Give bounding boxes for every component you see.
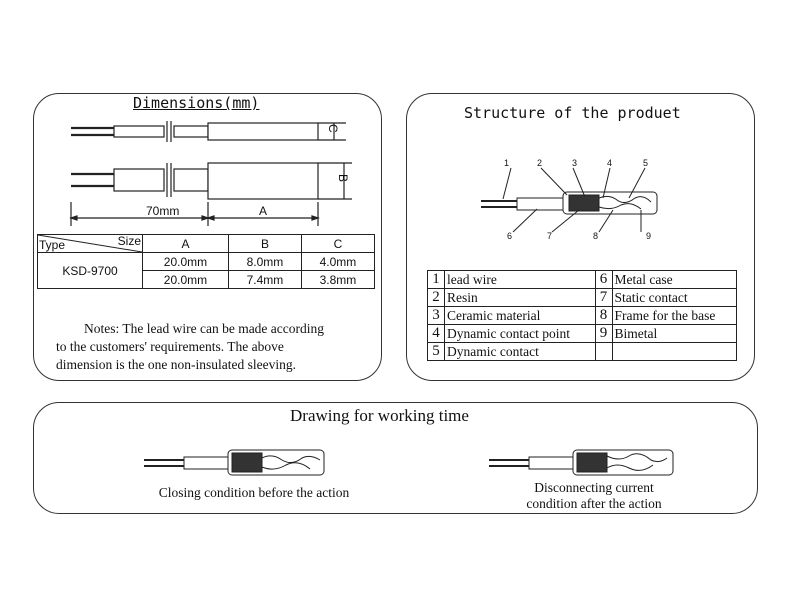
table-row <box>428 271 737 289</box>
table-cell: 20.0mm <box>143 271 229 289</box>
type-size-header <box>38 235 143 253</box>
dimensions-title: Dimensions(mm) <box>133 94 260 112</box>
part-label: Dynamic contact <box>445 343 596 361</box>
callout-7: 7 <box>547 231 553 241</box>
table-row <box>428 289 737 307</box>
label-a: A <box>259 204 268 218</box>
part-label: Metal case <box>612 271 737 289</box>
table-cell: 8.0mm <box>228 253 301 271</box>
working-time-panel <box>33 402 758 514</box>
column-header: A <box>143 235 229 253</box>
callout-1: 1 <box>504 158 510 168</box>
structure-panel <box>406 93 755 381</box>
table-cell: 4.0mm <box>301 253 374 271</box>
callout-3: 3 <box>572 158 578 168</box>
callout-5: 5 <box>643 158 649 168</box>
column-header: B <box>228 235 301 253</box>
part-label: Frame for the base <box>612 307 737 325</box>
header-type: Type <box>39 238 66 252</box>
working-time-title: Drawing for working time <box>290 406 469 425</box>
part-label: Resin <box>445 289 596 307</box>
label-70mm: 70mm <box>146 204 180 218</box>
part-number: 6 <box>595 271 612 289</box>
closing-caption: Closing condition before the action <box>158 485 350 500</box>
table-header-row <box>38 235 375 253</box>
part-number: 3 <box>428 307 445 325</box>
notes-line-2: to the customers' requirements. The above <box>56 339 284 354</box>
column-header: C <box>301 235 374 253</box>
part-number: 8 <box>595 307 612 325</box>
type-name: KSD-9700 <box>38 253 143 289</box>
callout-9: 9 <box>646 231 652 241</box>
part-number: 4 <box>428 325 445 343</box>
closing-sensor <box>144 450 324 475</box>
part-number <box>595 343 612 361</box>
dimensions-panel <box>33 93 382 381</box>
part-label <box>612 343 737 361</box>
callout-4: 4 <box>607 158 613 168</box>
table-row <box>428 325 737 343</box>
table-cell: 20.0mm <box>143 253 229 271</box>
part-label: Ceramic material <box>445 307 596 325</box>
sensor-thick <box>71 163 352 226</box>
part-label: Static contact <box>612 289 737 307</box>
part-number: 7 <box>595 289 612 307</box>
dimensions-table <box>37 234 375 289</box>
notes-line-1: Notes: The lead wire can be made according <box>84 321 325 336</box>
table-row <box>428 307 737 325</box>
part-number: 2 <box>428 289 445 307</box>
part-number: 5 <box>428 343 445 361</box>
part-label: lead wire <box>445 271 596 289</box>
disconnect-caption-line-1: Disconnecting current <box>534 480 654 495</box>
header-size: Size <box>117 234 141 248</box>
table-row <box>38 253 375 271</box>
sensor-thin <box>71 121 346 142</box>
disconnect-sensor <box>489 450 673 475</box>
part-number: 1 <box>428 271 445 289</box>
part-label: Bimetal <box>612 325 737 343</box>
structure-parts-table <box>427 270 737 361</box>
disconnect-caption-line-2: condition after the action <box>526 496 662 511</box>
callout-6: 6 <box>507 231 513 241</box>
part-number: 9 <box>595 325 612 343</box>
notes-line-3: dimension is the one non-insulated sleeving. <box>56 357 296 372</box>
label-b: B <box>336 174 350 183</box>
table-row <box>428 343 737 361</box>
table-cell: 7.4mm <box>228 271 301 289</box>
label-c: C <box>326 124 340 133</box>
callout-8: 8 <box>593 231 599 241</box>
structure-title: Structure of the produet <box>464 104 681 122</box>
part-label: Dynamic contact point <box>445 325 596 343</box>
callout-2: 2 <box>537 158 543 168</box>
table-cell: 3.8mm <box>301 271 374 289</box>
